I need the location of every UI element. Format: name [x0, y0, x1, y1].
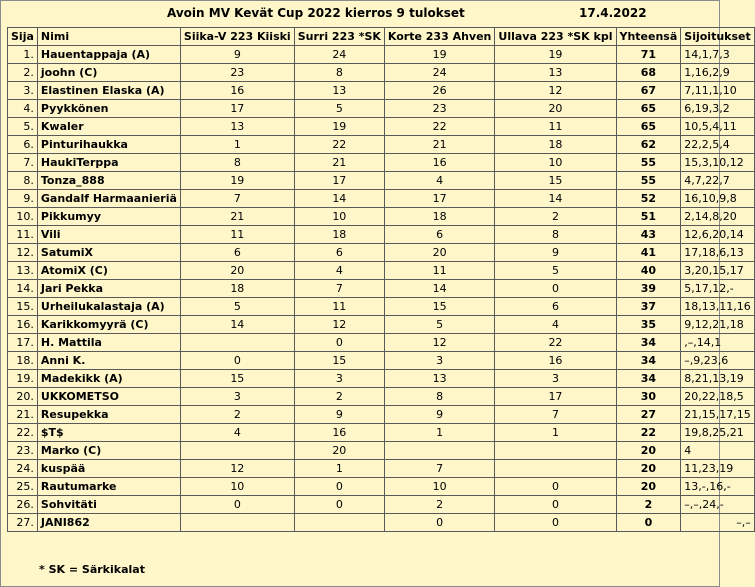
korte-cell: 9	[384, 406, 494, 424]
surri-cell: 5	[294, 100, 384, 118]
table-row	[8, 208, 755, 226]
rank-cell: 15.	[8, 298, 38, 316]
ullava-cell: 11	[495, 118, 616, 136]
rank-cell: 24.	[8, 460, 38, 478]
surri-cell: 9	[294, 406, 384, 424]
siika-cell: 13	[180, 118, 294, 136]
siika-cell: 21	[180, 208, 294, 226]
placements-cell: 16,10,9,8	[681, 190, 754, 208]
surri-cell: 2	[294, 388, 384, 406]
rank-cell: 11.	[8, 226, 38, 244]
total-cell: 62	[616, 136, 681, 154]
korte-cell: 19	[384, 46, 494, 64]
ullava-cell: 3	[495, 370, 616, 388]
korte-cell: 17	[384, 190, 494, 208]
table-row	[8, 388, 755, 406]
rank-cell: 5.	[8, 118, 38, 136]
name-cell: Tonza_888	[37, 172, 180, 190]
table-row	[8, 298, 755, 316]
table-row	[8, 424, 755, 442]
placements-cell: –,–,24,-	[681, 496, 754, 514]
name-cell: Elastinen Elaska (A)	[37, 82, 180, 100]
surri-cell: 10	[294, 208, 384, 226]
table-row	[8, 496, 755, 514]
placements-cell: ,–,14,1	[681, 334, 754, 352]
table-row	[8, 406, 755, 424]
total-cell: 65	[616, 118, 681, 136]
surri-cell: 17	[294, 172, 384, 190]
rank-cell: 18.	[8, 352, 38, 370]
rank-cell: 19.	[8, 370, 38, 388]
name-cell: Madekikk (A)	[37, 370, 180, 388]
placements-cell: 11,23,19	[681, 460, 754, 478]
total-cell: 35	[616, 316, 681, 334]
name-cell: Kwaler	[37, 118, 180, 136]
total-cell: 55	[616, 172, 681, 190]
siika-cell: 19	[180, 172, 294, 190]
siika-cell: 14	[180, 316, 294, 334]
surri-cell: 12	[294, 316, 384, 334]
ullava-cell: 16	[495, 352, 616, 370]
total-cell: 39	[616, 280, 681, 298]
ullava-cell: 12	[495, 82, 616, 100]
siika-cell: 17	[180, 100, 294, 118]
name-cell: Sohvitäti	[37, 496, 180, 514]
placements-cell: 18,13,11,16	[681, 298, 754, 316]
table-row	[8, 82, 755, 100]
placements-cell: 19,8,25,21	[681, 424, 754, 442]
total-cell: 55	[616, 154, 681, 172]
surri-cell: 6	[294, 244, 384, 262]
siika-cell	[180, 442, 294, 460]
ullava-cell	[495, 460, 616, 478]
siika-cell: 15	[180, 370, 294, 388]
name-cell: Rautumarke	[37, 478, 180, 496]
name-cell: H. Mattila	[37, 334, 180, 352]
rank-cell: 1.	[8, 46, 38, 64]
rank-cell: 25.	[8, 478, 38, 496]
korte-cell: 14	[384, 280, 494, 298]
name-cell: Pyykkönen	[37, 100, 180, 118]
total-cell: 30	[616, 388, 681, 406]
ullava-cell: 13	[495, 64, 616, 82]
rank-cell: 2.	[8, 64, 38, 82]
total-cell: 22	[616, 424, 681, 442]
siika-cell	[180, 514, 294, 532]
korte-cell: 10	[384, 478, 494, 496]
total-cell: 27	[616, 406, 681, 424]
header-sijoitukset: Sijoitukset	[681, 28, 754, 46]
placements-cell: 14,1,7,3	[681, 46, 754, 64]
header-sija: Sija	[8, 28, 38, 46]
rank-cell: 20.	[8, 388, 38, 406]
placements-cell: 3,20,15,17	[681, 262, 754, 280]
name-cell: Pinturihaukka	[37, 136, 180, 154]
ullava-cell: 1	[495, 424, 616, 442]
ullava-cell: 20	[495, 100, 616, 118]
table-row	[8, 352, 755, 370]
header-korte: Korte 233 Ahven	[384, 28, 494, 46]
rank-cell: 22.	[8, 424, 38, 442]
placements-cell: 4	[681, 442, 754, 460]
total-cell: 65	[616, 100, 681, 118]
korte-cell: 18	[384, 208, 494, 226]
ullava-cell: 0	[495, 514, 616, 532]
table-row	[8, 442, 755, 460]
korte-cell: 15	[384, 298, 494, 316]
name-cell: Jari Pekka	[37, 280, 180, 298]
korte-cell: 11	[384, 262, 494, 280]
placements-cell: 20,22,18,5	[681, 388, 754, 406]
placements-cell: 10,5,4,11	[681, 118, 754, 136]
name-cell: Pikkumyy	[37, 208, 180, 226]
korte-cell: 13	[384, 370, 494, 388]
name-cell: AtomiX (C)	[37, 262, 180, 280]
siika-cell: 2	[180, 406, 294, 424]
surri-cell: 0	[294, 334, 384, 352]
rank-cell: 8.	[8, 172, 38, 190]
surri-cell: 14	[294, 190, 384, 208]
ullava-cell: 4	[495, 316, 616, 334]
korte-cell: 22	[384, 118, 494, 136]
name-cell: JANI862	[37, 514, 180, 532]
korte-cell: 24	[384, 64, 494, 82]
table-row	[8, 46, 755, 64]
name-cell: kuspää	[37, 460, 180, 478]
rank-cell: 23.	[8, 442, 38, 460]
korte-cell: 16	[384, 154, 494, 172]
sheet-date: 17.4.2022	[579, 6, 647, 20]
total-cell: 20	[616, 442, 681, 460]
surri-cell: 18	[294, 226, 384, 244]
total-cell: 40	[616, 262, 681, 280]
rank-cell: 9.	[8, 190, 38, 208]
ullava-cell: 22	[495, 334, 616, 352]
placements-cell: 5,17,12,-	[681, 280, 754, 298]
ullava-cell: 15	[495, 172, 616, 190]
ullava-cell: 7	[495, 406, 616, 424]
table-row	[8, 118, 755, 136]
rank-cell: 17.	[8, 334, 38, 352]
siika-cell: 0	[180, 496, 294, 514]
placements-cell: 15,3,10,12	[681, 154, 754, 172]
ullava-cell: 0	[495, 280, 616, 298]
siika-cell: 10	[180, 478, 294, 496]
total-cell: 41	[616, 244, 681, 262]
table-row	[8, 370, 755, 388]
siika-cell: 7	[180, 190, 294, 208]
ullava-cell: 18	[495, 136, 616, 154]
ullava-cell	[495, 442, 616, 460]
name-cell: $T$	[37, 424, 180, 442]
korte-cell: 6	[384, 226, 494, 244]
table-row	[8, 460, 755, 478]
surri-cell: 8	[294, 64, 384, 82]
korte-cell: 12	[384, 334, 494, 352]
table-row	[8, 514, 755, 532]
surri-cell: 24	[294, 46, 384, 64]
table-row	[8, 334, 755, 352]
table-row	[8, 190, 755, 208]
surri-cell: 1	[294, 460, 384, 478]
siika-cell: 12	[180, 460, 294, 478]
siika-cell: 9	[180, 46, 294, 64]
korte-cell: 1	[384, 424, 494, 442]
name-cell: Karikkomyyrä (C)	[37, 316, 180, 334]
placements-cell: 22,2,5,4	[681, 136, 754, 154]
header-nimi: Nimi	[37, 28, 180, 46]
footnote: * SK = Särkikalat	[39, 563, 145, 576]
ullava-cell: 19	[495, 46, 616, 64]
rank-cell: 6.	[8, 136, 38, 154]
ullava-cell: 5	[495, 262, 616, 280]
placements-cell: 8,21,13,19	[681, 370, 754, 388]
korte-cell: 2	[384, 496, 494, 514]
korte-cell: 0	[384, 514, 494, 532]
surri-cell	[294, 514, 384, 532]
results-table	[7, 27, 755, 532]
siika-cell: 16	[180, 82, 294, 100]
placements-cell: –,–	[681, 514, 754, 532]
siika-cell: 6	[180, 244, 294, 262]
ullava-cell: 0	[495, 478, 616, 496]
table-row	[8, 172, 755, 190]
total-cell: 51	[616, 208, 681, 226]
total-cell: 20	[616, 460, 681, 478]
total-cell: 37	[616, 298, 681, 316]
placements-cell: 1,16,2,9	[681, 64, 754, 82]
korte-cell: 3	[384, 352, 494, 370]
title-row	[1, 6, 721, 24]
ullava-cell: 17	[495, 388, 616, 406]
placements-cell: 17,18,6,13	[681, 244, 754, 262]
name-cell: SatumiX	[37, 244, 180, 262]
table-row	[8, 154, 755, 172]
siika-cell: 4	[180, 424, 294, 442]
table-row	[8, 478, 755, 496]
korte-cell: 4	[384, 172, 494, 190]
results-body	[8, 46, 755, 532]
rank-cell: 13.	[8, 262, 38, 280]
name-cell: Hauentappaja (A)	[37, 46, 180, 64]
total-cell: 34	[616, 334, 681, 352]
surri-cell: 0	[294, 496, 384, 514]
siika-cell: 3	[180, 388, 294, 406]
table-row	[8, 226, 755, 244]
placements-cell: 7,11,1,10	[681, 82, 754, 100]
korte-cell: 20	[384, 244, 494, 262]
rank-cell: 14.	[8, 280, 38, 298]
header-row	[8, 28, 755, 46]
placements-cell: 13,-,16,-	[681, 478, 754, 496]
total-cell: 71	[616, 46, 681, 64]
placements-cell: 4,7,22,7	[681, 172, 754, 190]
total-cell: 43	[616, 226, 681, 244]
placements-cell: 9,12,21,18	[681, 316, 754, 334]
ullava-cell: 2	[495, 208, 616, 226]
surri-cell: 4	[294, 262, 384, 280]
total-cell: 67	[616, 82, 681, 100]
korte-cell: 8	[384, 388, 494, 406]
header-ullava: Ullava 223 *SK kpl	[495, 28, 616, 46]
rank-cell: 21.	[8, 406, 38, 424]
korte-cell: 5	[384, 316, 494, 334]
header-yhteensa: Yhteensä	[616, 28, 681, 46]
sheet-title: Avoin MV Kevät Cup 2022 kierros 9 tulokset	[167, 6, 465, 20]
siika-cell: 8	[180, 154, 294, 172]
surri-cell: 11	[294, 298, 384, 316]
name-cell: Gandalf Harmaanieriä	[37, 190, 180, 208]
table-row	[8, 262, 755, 280]
rank-cell: 7.	[8, 154, 38, 172]
siika-cell	[180, 334, 294, 352]
name-cell: Vili	[37, 226, 180, 244]
name-cell: joohn (C)	[37, 64, 180, 82]
placements-cell: 6,19,3,2	[681, 100, 754, 118]
rank-cell: 16.	[8, 316, 38, 334]
name-cell: Urheilukalastaja (A)	[37, 298, 180, 316]
surri-cell: 21	[294, 154, 384, 172]
korte-cell: 7	[384, 460, 494, 478]
placements-cell: 21,15,17,15	[681, 406, 754, 424]
surri-cell: 0	[294, 478, 384, 496]
ullava-cell: 9	[495, 244, 616, 262]
siika-cell: 23	[180, 64, 294, 82]
rank-cell: 10.	[8, 208, 38, 226]
table-row	[8, 136, 755, 154]
table-row	[8, 316, 755, 334]
rank-cell: 26.	[8, 496, 38, 514]
surri-cell: 22	[294, 136, 384, 154]
name-cell: UKKOMETSO	[37, 388, 180, 406]
surri-cell: 13	[294, 82, 384, 100]
total-cell: 68	[616, 64, 681, 82]
table-row	[8, 244, 755, 262]
ullava-cell: 14	[495, 190, 616, 208]
total-cell: 52	[616, 190, 681, 208]
name-cell: Marko (C)	[37, 442, 180, 460]
korte-cell: 21	[384, 136, 494, 154]
total-cell: 0	[616, 514, 681, 532]
surri-cell: 16	[294, 424, 384, 442]
placements-cell: –,9,23,6	[681, 352, 754, 370]
table-row	[8, 100, 755, 118]
ullava-cell: 6	[495, 298, 616, 316]
rank-cell: 3.	[8, 82, 38, 100]
total-cell: 34	[616, 352, 681, 370]
siika-cell: 5	[180, 298, 294, 316]
surri-cell: 7	[294, 280, 384, 298]
korte-cell: 23	[384, 100, 494, 118]
header-surri: Surri 223 *SK	[294, 28, 384, 46]
rank-cell: 27.	[8, 514, 38, 532]
table-row	[8, 280, 755, 298]
table-row	[8, 64, 755, 82]
surri-cell: 15	[294, 352, 384, 370]
ullava-cell: 10	[495, 154, 616, 172]
total-cell: 20	[616, 478, 681, 496]
siika-cell: 18	[180, 280, 294, 298]
siika-cell: 0	[180, 352, 294, 370]
header-siika: Siika-V 223 Kiiski	[180, 28, 294, 46]
siika-cell: 11	[180, 226, 294, 244]
ullava-cell: 0	[495, 496, 616, 514]
siika-cell: 1	[180, 136, 294, 154]
total-cell: 34	[616, 370, 681, 388]
ullava-cell: 8	[495, 226, 616, 244]
siika-cell: 20	[180, 262, 294, 280]
placements-cell: 2,14,8,20	[681, 208, 754, 226]
surri-cell: 19	[294, 118, 384, 136]
placements-cell: 12,6,20,14	[681, 226, 754, 244]
korte-cell	[384, 442, 494, 460]
rank-cell: 4.	[8, 100, 38, 118]
name-cell: HaukiTerppa	[37, 154, 180, 172]
total-cell: 2	[616, 496, 681, 514]
name-cell: Resupekka	[37, 406, 180, 424]
korte-cell: 26	[384, 82, 494, 100]
surri-cell: 3	[294, 370, 384, 388]
rank-cell: 12.	[8, 244, 38, 262]
name-cell: Anni K.	[37, 352, 180, 370]
surri-cell: 20	[294, 442, 384, 460]
